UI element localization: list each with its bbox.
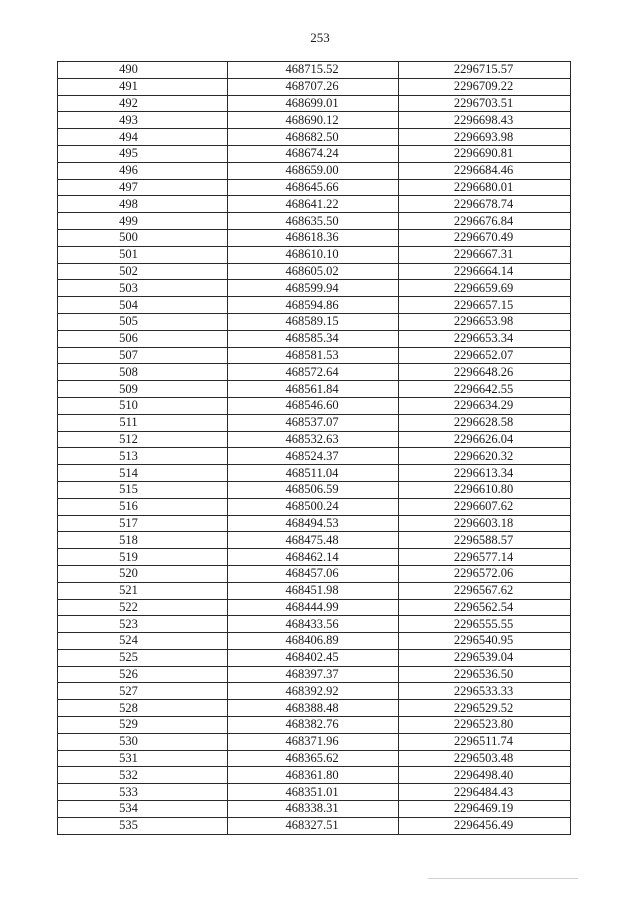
x-coordinate-cell: 468589.15	[228, 313, 399, 330]
y-coordinate-cell: 2296626.04	[399, 431, 571, 448]
y-coordinate-cell: 2296657.15	[399, 297, 571, 314]
x-coordinate-cell: 468494.53	[228, 515, 399, 532]
point-number-cell: 535	[58, 817, 228, 834]
y-coordinate-cell: 2296715.57	[399, 62, 571, 79]
point-number-cell: 530	[58, 733, 228, 750]
point-number-cell: 490	[58, 62, 228, 79]
footer-rule	[428, 878, 578, 879]
table-row	[58, 616, 571, 633]
y-coordinate-cell: 2296648.26	[399, 364, 571, 381]
x-coordinate-cell: 468599.94	[228, 280, 399, 297]
table-row	[58, 414, 571, 431]
y-coordinate-cell: 2296498.40	[399, 767, 571, 784]
y-coordinate-cell: 2296511.74	[399, 733, 571, 750]
point-number-cell: 520	[58, 565, 228, 582]
y-coordinate-cell: 2296698.43	[399, 112, 571, 129]
x-coordinate-cell: 468388.48	[228, 700, 399, 717]
table-row	[58, 717, 571, 734]
x-coordinate-cell: 468500.24	[228, 498, 399, 515]
x-coordinate-cell: 468532.63	[228, 431, 399, 448]
y-coordinate-cell: 2296693.98	[399, 129, 571, 146]
table-body	[58, 62, 571, 835]
table-row	[58, 666, 571, 683]
point-number-cell: 495	[58, 145, 228, 162]
point-number-cell: 524	[58, 633, 228, 650]
x-coordinate-cell: 468392.92	[228, 683, 399, 700]
point-number-cell: 498	[58, 196, 228, 213]
table-row	[58, 750, 571, 767]
point-number-cell: 531	[58, 750, 228, 767]
x-coordinate-cell: 468506.59	[228, 481, 399, 498]
y-coordinate-cell: 2296653.98	[399, 313, 571, 330]
y-coordinate-cell: 2296628.58	[399, 414, 571, 431]
x-coordinate-cell: 468371.96	[228, 733, 399, 750]
x-coordinate-cell: 468546.60	[228, 397, 399, 414]
x-coordinate-cell: 468365.62	[228, 750, 399, 767]
x-coordinate-cell: 468645.66	[228, 179, 399, 196]
point-number-cell: 493	[58, 112, 228, 129]
point-number-cell: 523	[58, 616, 228, 633]
table-row	[58, 481, 571, 498]
x-coordinate-cell: 468338.31	[228, 801, 399, 818]
point-number-cell: 510	[58, 397, 228, 414]
point-number-cell: 517	[58, 515, 228, 532]
point-number-cell: 491	[58, 78, 228, 95]
y-coordinate-cell: 2296690.81	[399, 145, 571, 162]
page-number: 253	[310, 30, 330, 45]
x-coordinate-cell: 468707.26	[228, 78, 399, 95]
x-coordinate-cell: 468444.99	[228, 599, 399, 616]
point-number-cell: 513	[58, 448, 228, 465]
x-coordinate-cell: 468397.37	[228, 666, 399, 683]
table-row	[58, 549, 571, 566]
x-coordinate-cell: 468537.07	[228, 414, 399, 431]
y-coordinate-cell: 2296667.31	[399, 246, 571, 263]
y-coordinate-cell: 2296670.49	[399, 229, 571, 246]
table-row	[58, 784, 571, 801]
y-coordinate-cell: 2296555.55	[399, 616, 571, 633]
table-row	[58, 431, 571, 448]
point-number-cell: 504	[58, 297, 228, 314]
table-row	[58, 179, 571, 196]
x-coordinate-cell: 468690.12	[228, 112, 399, 129]
x-coordinate-cell: 468561.84	[228, 381, 399, 398]
y-coordinate-cell: 2296603.18	[399, 515, 571, 532]
point-number-cell: 499	[58, 213, 228, 230]
y-coordinate-cell: 2296523.80	[399, 717, 571, 734]
coordinate-table	[57, 61, 571, 835]
table-row	[58, 515, 571, 532]
x-coordinate-cell: 468462.14	[228, 549, 399, 566]
table-row	[58, 649, 571, 666]
table-row	[58, 364, 571, 381]
x-coordinate-cell: 468605.02	[228, 263, 399, 280]
point-number-cell: 527	[58, 683, 228, 700]
table-row	[58, 246, 571, 263]
table-row	[58, 263, 571, 280]
x-coordinate-cell: 468682.50	[228, 129, 399, 146]
point-number-cell: 496	[58, 162, 228, 179]
y-coordinate-cell: 2296529.52	[399, 700, 571, 717]
y-coordinate-cell: 2296607.62	[399, 498, 571, 515]
y-coordinate-cell: 2296680.01	[399, 179, 571, 196]
table-row	[58, 633, 571, 650]
x-coordinate-cell: 468406.89	[228, 633, 399, 650]
y-coordinate-cell: 2296503.48	[399, 750, 571, 767]
table-row	[58, 313, 571, 330]
y-coordinate-cell: 2296709.22	[399, 78, 571, 95]
point-number-cell: 503	[58, 280, 228, 297]
point-number-cell: 501	[58, 246, 228, 263]
y-coordinate-cell: 2296676.84	[399, 213, 571, 230]
y-coordinate-cell: 2296456.49	[399, 817, 571, 834]
table-row	[58, 347, 571, 364]
point-number-cell: 515	[58, 481, 228, 498]
y-coordinate-cell: 2296620.32	[399, 448, 571, 465]
point-number-cell: 519	[58, 549, 228, 566]
point-number-cell: 529	[58, 717, 228, 734]
table-row	[58, 465, 571, 482]
table-row	[58, 330, 571, 347]
y-coordinate-cell: 2296533.33	[399, 683, 571, 700]
table-row	[58, 78, 571, 95]
point-number-cell: 506	[58, 330, 228, 347]
y-coordinate-cell: 2296678.74	[399, 196, 571, 213]
table-row	[58, 448, 571, 465]
x-coordinate-cell: 468433.56	[228, 616, 399, 633]
x-coordinate-cell: 468361.80	[228, 767, 399, 784]
x-coordinate-cell: 468594.86	[228, 297, 399, 314]
table-row	[58, 700, 571, 717]
x-coordinate-cell: 468699.01	[228, 95, 399, 112]
x-coordinate-cell: 468475.48	[228, 532, 399, 549]
table-row	[58, 532, 571, 549]
y-coordinate-cell: 2296703.51	[399, 95, 571, 112]
table-row	[58, 582, 571, 599]
y-coordinate-cell: 2296536.50	[399, 666, 571, 683]
y-coordinate-cell: 2296539.04	[399, 649, 571, 666]
table-row	[58, 381, 571, 398]
table-row	[58, 229, 571, 246]
x-coordinate-cell: 468382.76	[228, 717, 399, 734]
table-row	[58, 817, 571, 834]
point-number-cell: 509	[58, 381, 228, 398]
y-coordinate-cell: 2296653.34	[399, 330, 571, 347]
x-coordinate-cell: 468327.51	[228, 817, 399, 834]
y-coordinate-cell: 2296567.62	[399, 582, 571, 599]
y-coordinate-cell: 2296572.06	[399, 565, 571, 582]
y-coordinate-cell: 2296540.95	[399, 633, 571, 650]
table-row	[58, 683, 571, 700]
x-coordinate-cell: 468641.22	[228, 196, 399, 213]
table-row	[58, 733, 571, 750]
point-number-cell: 512	[58, 431, 228, 448]
point-number-cell: 511	[58, 414, 228, 431]
x-coordinate-cell: 468581.53	[228, 347, 399, 364]
y-coordinate-cell: 2296659.69	[399, 280, 571, 297]
point-number-cell: 500	[58, 229, 228, 246]
y-coordinate-cell: 2296634.29	[399, 397, 571, 414]
y-coordinate-cell: 2296642.55	[399, 381, 571, 398]
y-coordinate-cell: 2296588.57	[399, 532, 571, 549]
x-coordinate-cell: 468674.24	[228, 145, 399, 162]
table-row	[58, 213, 571, 230]
point-number-cell: 494	[58, 129, 228, 146]
x-coordinate-cell: 468715.52	[228, 62, 399, 79]
x-coordinate-cell: 468635.50	[228, 213, 399, 230]
x-coordinate-cell: 468457.06	[228, 565, 399, 582]
x-coordinate-cell: 468351.01	[228, 784, 399, 801]
table-row	[58, 565, 571, 582]
x-coordinate-cell: 468618.36	[228, 229, 399, 246]
point-number-cell: 507	[58, 347, 228, 364]
y-coordinate-cell: 2296577.14	[399, 549, 571, 566]
table-row	[58, 498, 571, 515]
point-number-cell: 532	[58, 767, 228, 784]
point-number-cell: 516	[58, 498, 228, 515]
table-row	[58, 397, 571, 414]
x-coordinate-cell: 468511.04	[228, 465, 399, 482]
y-coordinate-cell: 2296652.07	[399, 347, 571, 364]
x-coordinate-cell: 468524.37	[228, 448, 399, 465]
x-coordinate-cell: 468659.00	[228, 162, 399, 179]
x-coordinate-cell: 468451.98	[228, 582, 399, 599]
y-coordinate-cell: 2296664.14	[399, 263, 571, 280]
point-number-cell: 521	[58, 582, 228, 599]
point-number-cell: 525	[58, 649, 228, 666]
point-number-cell: 492	[58, 95, 228, 112]
point-number-cell: 528	[58, 700, 228, 717]
point-number-cell: 518	[58, 532, 228, 549]
y-coordinate-cell: 2296469.19	[399, 801, 571, 818]
y-coordinate-cell: 2296562.54	[399, 599, 571, 616]
table-row	[58, 297, 571, 314]
point-number-cell: 526	[58, 666, 228, 683]
table-row	[58, 145, 571, 162]
table-row	[58, 62, 571, 79]
table-row	[58, 95, 571, 112]
point-number-cell: 514	[58, 465, 228, 482]
x-coordinate-cell: 468610.10	[228, 246, 399, 263]
table-row	[58, 599, 571, 616]
point-number-cell: 534	[58, 801, 228, 818]
table-row	[58, 196, 571, 213]
table-row	[58, 801, 571, 818]
point-number-cell: 502	[58, 263, 228, 280]
x-coordinate-cell: 468585.34	[228, 330, 399, 347]
point-number-cell: 522	[58, 599, 228, 616]
x-coordinate-cell: 468572.64	[228, 364, 399, 381]
table-row	[58, 129, 571, 146]
y-coordinate-cell: 2296610.80	[399, 481, 571, 498]
x-coordinate-cell: 468402.45	[228, 649, 399, 666]
point-number-cell: 508	[58, 364, 228, 381]
point-number-cell: 533	[58, 784, 228, 801]
y-coordinate-cell: 2296484.43	[399, 784, 571, 801]
table-row	[58, 112, 571, 129]
point-number-cell: 505	[58, 313, 228, 330]
table-row	[58, 767, 571, 784]
point-number-cell: 497	[58, 179, 228, 196]
table-row	[58, 280, 571, 297]
y-coordinate-cell: 2296613.34	[399, 465, 571, 482]
table-row	[58, 162, 571, 179]
y-coordinate-cell: 2296684.46	[399, 162, 571, 179]
